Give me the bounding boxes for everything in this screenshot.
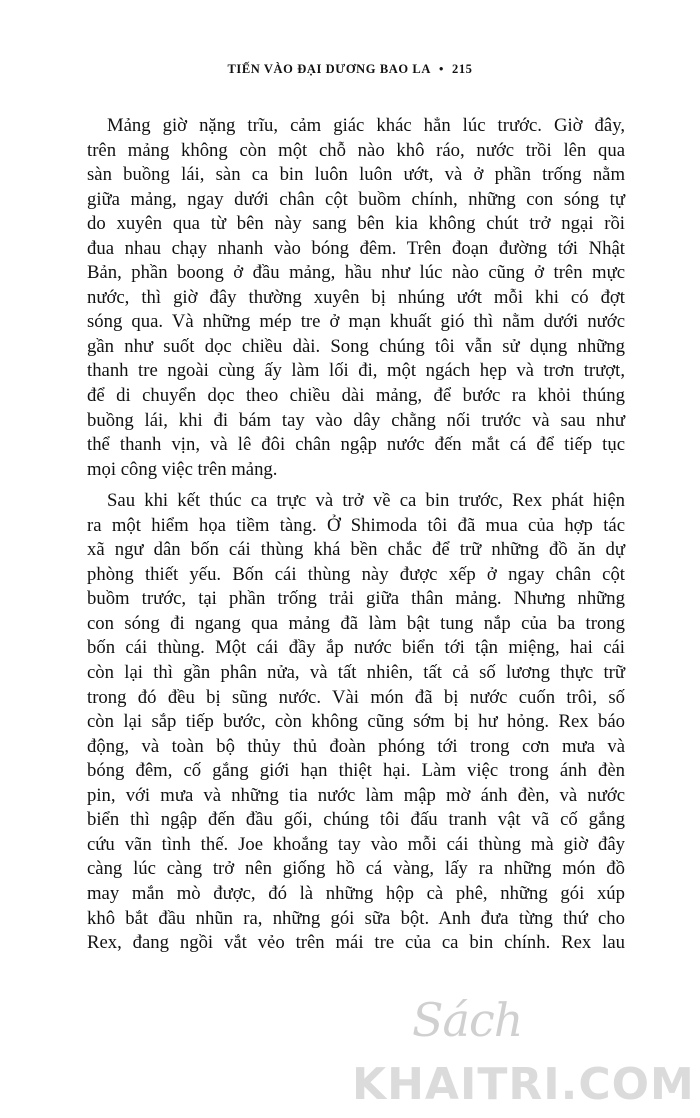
text-line: khô bắt đầu nhũn ra, những gói sữa bột. Anh đưa từng thứ cho <box>87 907 625 929</box>
text-line: thanh tre ngoài cùng ấy làm lối đi, một ngách hẹp và trơn trượt, <box>87 360 625 382</box>
text-line: giữa mảng, ngay dưới chân cột buồm chính, những con sóng tự <box>87 188 625 210</box>
running-head <box>0 62 700 77</box>
text-line: sàn buồng lái, sàn ca bin luôn luôn ướt, và ở phần trống nằm <box>87 164 625 186</box>
text-line: Rex, đang ngồi vắt vẻo trên mái tre của ca bin chính. Rex lau <box>87 932 625 954</box>
page-number: 215 <box>451 62 473 76</box>
text-line: cứu vãn tình thế. Joe khoắng tay vào mỗi cái thùng mà giờ đây <box>87 833 625 855</box>
text-line: sóng qua. Và những mép tre ở mạn khuất gió thì nằm dưới nước <box>87 311 625 333</box>
text-line: pin, với mưa và những tia nước làm mập mờ ánh đèn, và nước <box>87 784 625 806</box>
text-line: còn lại sắp tiếp bước, còn không cũng sớm bị hư hỏng. Rex báo <box>87 711 625 733</box>
text-line: do xuyên qua từ bên này sang bên kia không chút trở ngại rồi <box>87 213 625 235</box>
text-line: may mắn mò được, đó là những hộp cà phê, những gói xúp <box>87 882 625 904</box>
text-line: con sóng đi ngang qua mảng đã làm bật tung nắp của ba trong <box>87 612 625 634</box>
watermark-logo <box>352 993 695 1118</box>
text-line: nước, thì giờ đây thường xuyên bị nhúng ướt mỗi khi có đợt <box>87 286 625 308</box>
text-line: ra một hiểm họa tiềm tàng. Ở Shimoda tôi đã mua của hợp tác <box>87 514 625 536</box>
text-line: bóng đêm, cố gắng giới hạn thiệt hại. Làm việc trong ánh đèn <box>87 760 625 782</box>
text-line: để di chuyển dọc theo chiều dài mảng, để bước ra khỏi thúng <box>87 385 625 407</box>
chapter-title: TIẾN VÀO ĐẠI DƯƠNG BAO LA <box>227 62 431 76</box>
text-line: Mảng giờ nặng trĩu, cảm giác khác hẳn lúc trước. Giờ đây, <box>107 115 625 136</box>
header-separator: • <box>439 62 444 76</box>
text-line: còn lại thì gần phân nửa, và tất nhiên, tất cả số lương thực trữ <box>87 662 625 684</box>
watermark-brand: KHAITRI.COM <box>352 1059 695 1110</box>
text-line: Sau khi kết thúc ca trực và trở về ca bin trước, Rex phát hiện <box>107 490 625 512</box>
text-line: gần như suốt dọc chiều dài. Song chúng tôi vẫn sử dụng những <box>87 335 625 357</box>
text-line: đua nhau chạy nhanh vào bóng đêm. Trên đoạn đường tới Nhật <box>87 237 625 259</box>
text-line: trên mảng không còn một chỗ nào khô ráo, nước trồi lên qua <box>87 139 625 161</box>
text-line: càng lúc càng trở nên giống hồ cá vàng, lấy ra những món đồ <box>87 858 625 880</box>
text-line: xã ngư dân bốn cái thùng khá bền chắc để trữ những đồ ăn dự <box>87 539 625 561</box>
text-line: buồng lái, khi đi bám tay vào dây chằng nối trước và sau như <box>87 409 625 431</box>
text-line: thể thanh vịn, và lê đôi chân ngập nước đến mắt cá để tiếp tục <box>87 434 625 456</box>
watermark-script: Sách <box>412 993 523 1047</box>
text-line: bốn cái thùng. Một cái đầy ắp nước biển tới tận miệng, hai cái <box>87 637 625 659</box>
text-line: buồm trước, tại phần trống trải giữa thân mảng. Nhưng những <box>87 588 625 610</box>
text-line: mọi công việc trên mảng. <box>87 458 278 480</box>
body-text <box>87 114 625 956</box>
text-line: Bản, phần boong ở đầu mảng, hầu như lúc nào cũng ở trên mực <box>87 262 625 284</box>
text-line: động, và toàn bộ thủy thủ đoàn phóng tới trong cơn mưa và <box>87 735 625 757</box>
text-line: biển thì ngập đến đầu gối, chúng tôi đấu tranh vật vã cố gắng <box>87 809 625 831</box>
text-line: trong đó đều bị sũng nước. Vài món đã bị nước cuốn trôi, số <box>87 686 625 708</box>
paragraph-1 <box>87 114 625 482</box>
text-line: phòng thiết yếu. Bốn cái thùng này được xếp ở ngay chân cột <box>87 563 625 585</box>
paragraph-2 <box>87 489 625 955</box>
